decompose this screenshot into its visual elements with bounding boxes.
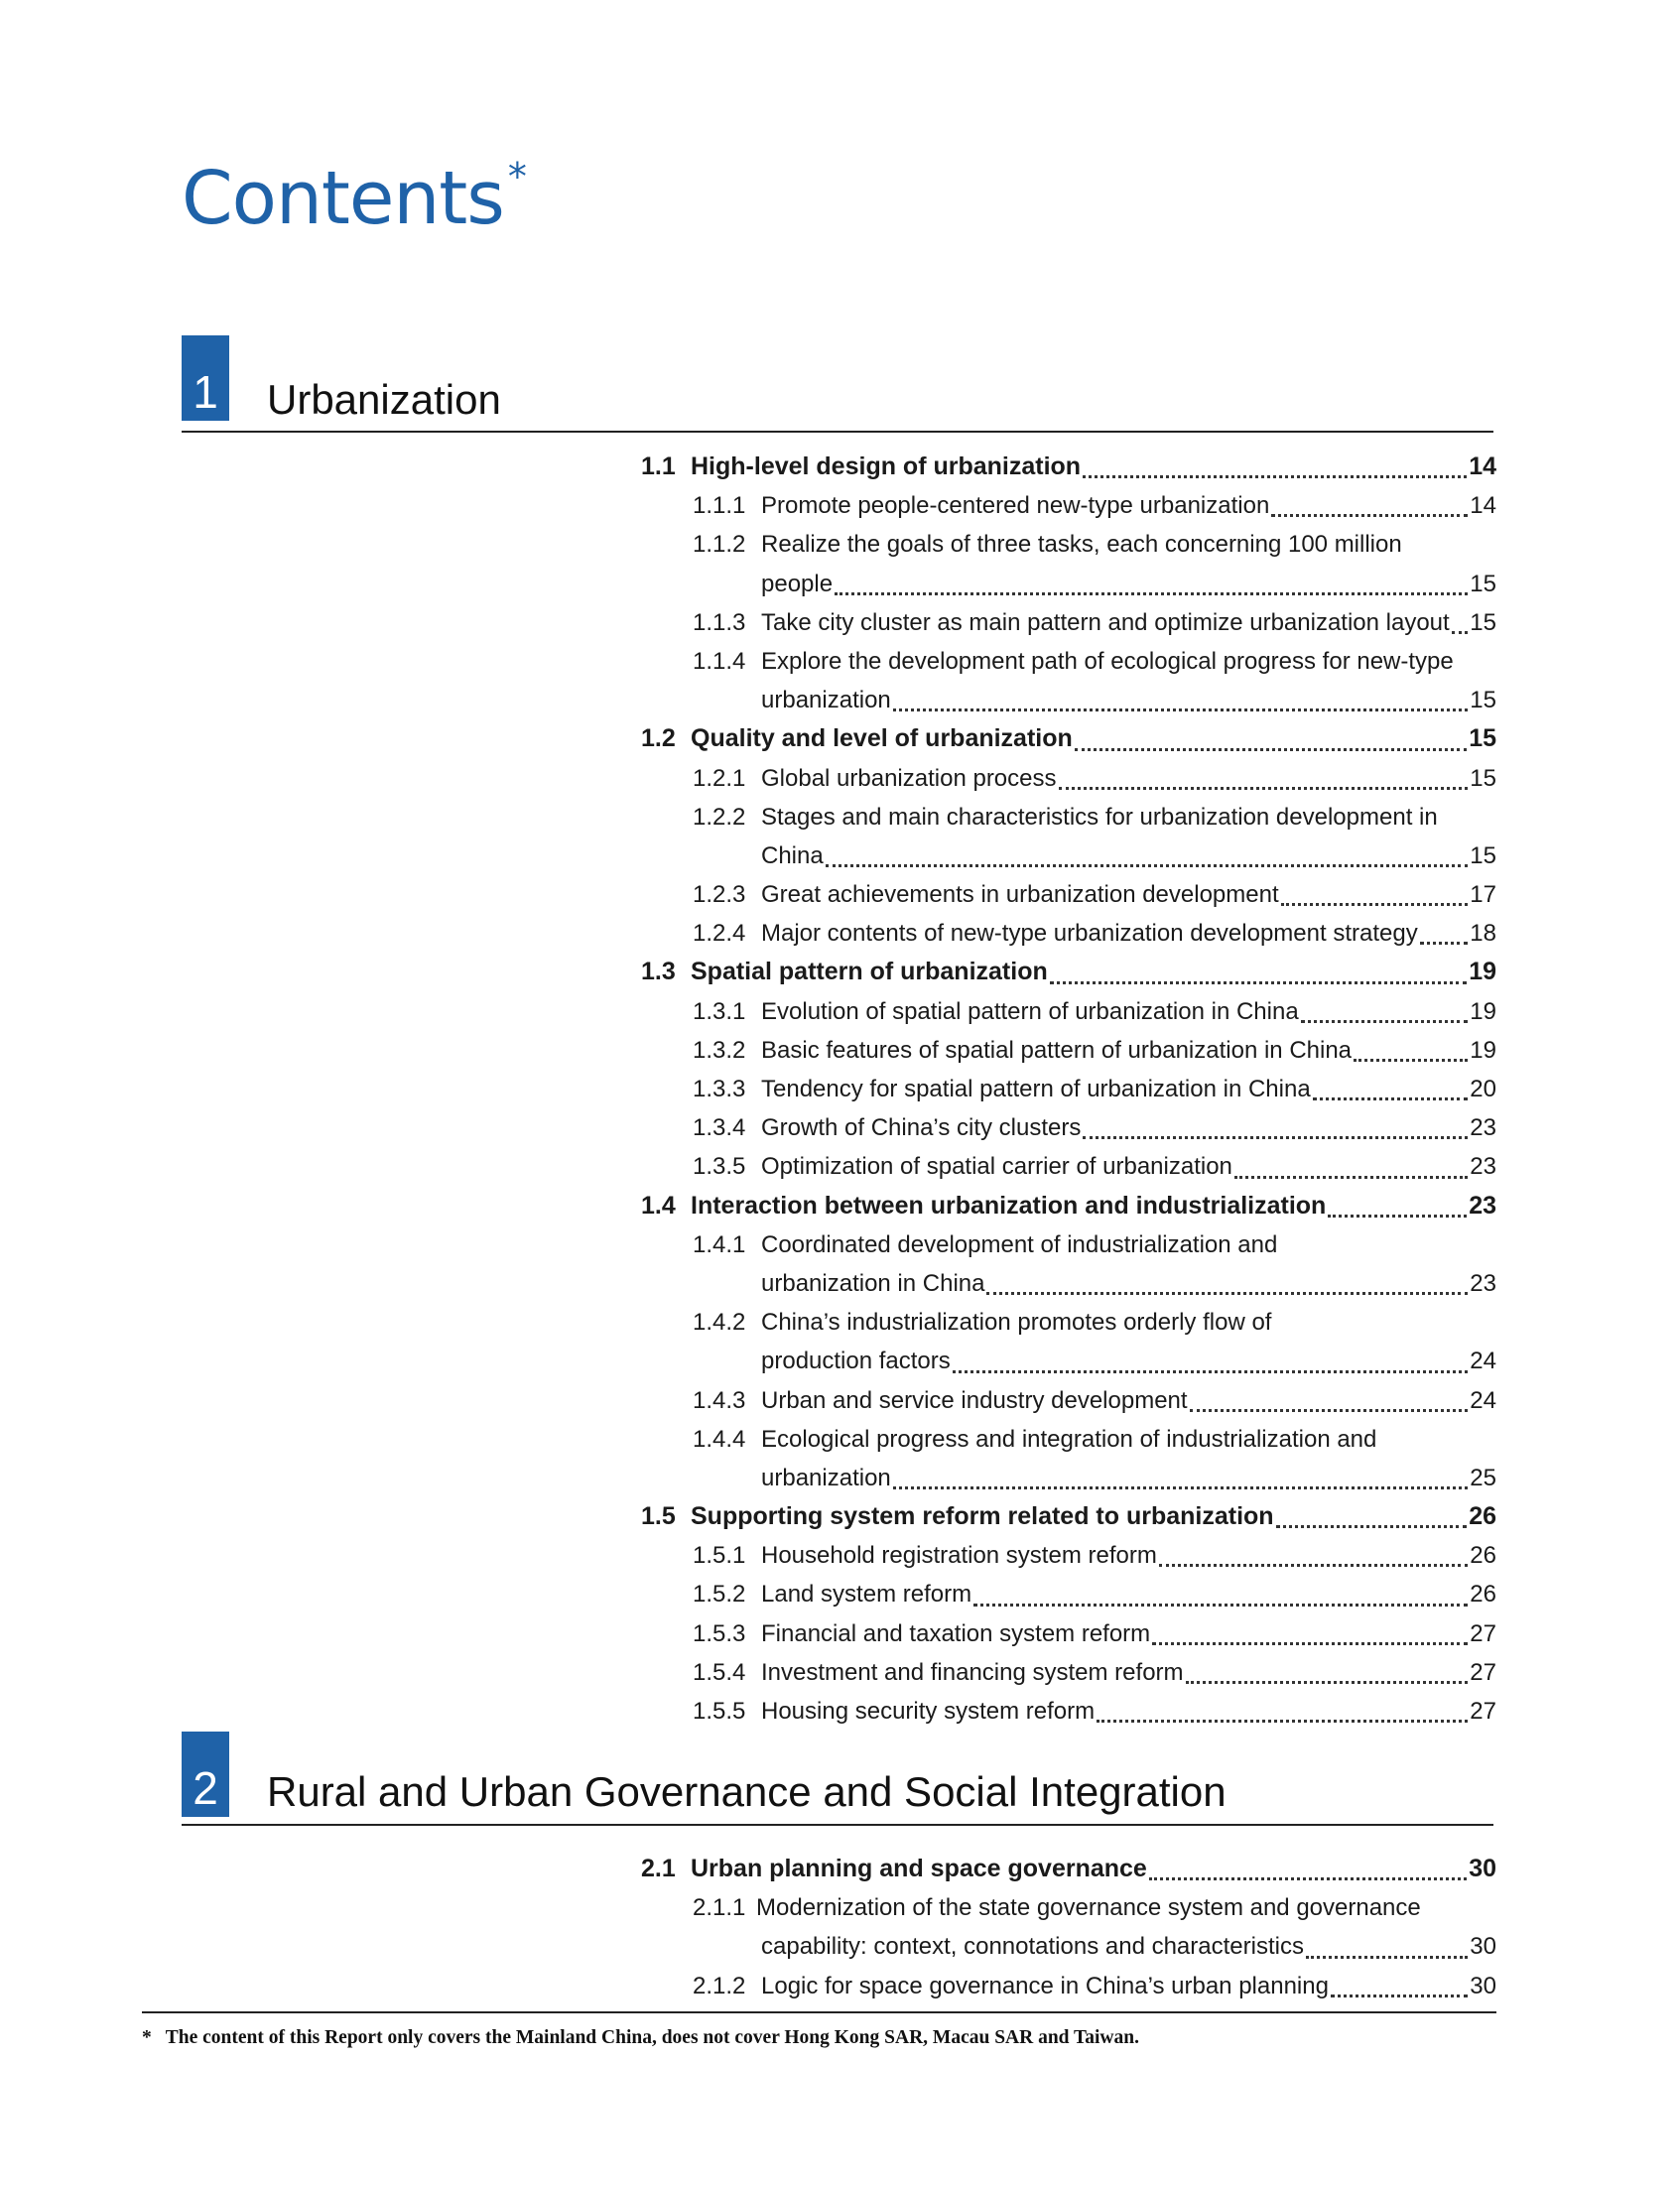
toc-entry-number: 1.4.3 (693, 1386, 746, 1414)
toc-entry-leader-line (691, 1497, 1496, 1536)
chapter-rule (182, 431, 1493, 433)
toc-entry-number: 1.3.2 (693, 1036, 746, 1064)
chapter-number-box: 2 (182, 1732, 229, 1817)
toc-entry-title: Promote people-centered new-type urbanization (761, 492, 1270, 520)
toc-section-entry[interactable] (641, 719, 1496, 758)
toc-entry-title: China’s industrialization promotes orderly flow of (761, 1309, 1272, 1337)
toc-entry-leader-line (761, 1108, 1496, 1147)
toc-entry-page-number: 27 (1470, 1698, 1496, 1725)
toc-entry-title: Great achievements in urbanization development (761, 881, 1279, 909)
toc-entry-leader-line (761, 603, 1496, 642)
toc-entry-leader-line (761, 1575, 1496, 1613)
toc-entry-leader-line (761, 1070, 1496, 1108)
toc-entry-title: Land system reform (761, 1581, 972, 1609)
toc-subsection-entry[interactable] (641, 603, 1496, 642)
toc-subsection-entry[interactable] (641, 1303, 1496, 1342)
toc-entry-title: Stages and main characteristics for urbanization development in (761, 803, 1438, 831)
dot-leader (826, 864, 1469, 867)
toc-entry-title: Investment and financing system reform (761, 1658, 1184, 1686)
toc-entry-title: Major contents of new-type urbanization development strategy (761, 920, 1418, 948)
chapter-number-box: 1 (182, 335, 229, 421)
toc-section-entry[interactable] (641, 1497, 1496, 1536)
toc-entry-title: Growth of China’s city clusters (761, 1114, 1082, 1142)
toc-entry-title: Evolution of spatial pattern of urbanization in China (761, 997, 1299, 1025)
toc-entry-title: High-level design of urbanization (691, 452, 1082, 480)
toc-entry-number: 1.3.5 (693, 1153, 746, 1181)
toc-entry-page-number: 15 (1470, 764, 1496, 792)
toc-entry-leader-line (761, 525, 1402, 564)
page-title (182, 155, 526, 241)
dot-leader (1186, 1681, 1469, 1684)
toc-subsection-entry[interactable] (641, 875, 1496, 914)
chapter-1-entries (641, 448, 1496, 1731)
toc-entry-continuation[interactable] (641, 1342, 1496, 1380)
toc-entry-page-number: 18 (1470, 920, 1496, 948)
toc-entry-page-number: 15 (1470, 841, 1496, 869)
toc-entry-leader-line (761, 1342, 1496, 1380)
dot-leader (986, 1292, 1468, 1295)
toc-subsection-entry[interactable] (641, 992, 1496, 1031)
toc-entry-page-number: 23 (1470, 1114, 1496, 1142)
toc-entry-leader-line (761, 681, 1496, 719)
toc-entry-leader-line (761, 1420, 1376, 1459)
toc-entry-number: 1.2 (641, 724, 676, 753)
toc-entry-title: capability: context, connotations and characteristics (761, 1933, 1304, 1961)
toc-entry-page-number: 26 (1470, 1581, 1496, 1609)
toc-entry-number: 1.3.3 (693, 1076, 746, 1102)
toc-entry-page-number: 19 (1470, 997, 1496, 1025)
toc-entry-leader-line (761, 914, 1496, 953)
toc-entry-title: urbanization (761, 1464, 891, 1491)
toc-section-entry[interactable] (641, 1850, 1496, 1888)
toc-entry-title: Realize the goals of three tasks, each concerning 100 million (761, 531, 1402, 559)
toc-subsection-entry[interactable] (641, 1225, 1496, 1264)
dot-leader (893, 1486, 1469, 1489)
dot-leader (1083, 475, 1467, 478)
dot-leader (1097, 1720, 1468, 1723)
toc-entry-page-number: 20 (1470, 1076, 1496, 1102)
toc-entry-number: 1.5 (641, 1502, 676, 1531)
footnote-text: The content of this Report only covers the Mainland China, does not cover Hong Kong SAR, Macau SAR and Taiwan. (165, 2027, 1139, 2048)
toc-entry-page-number: 26 (1469, 1502, 1496, 1531)
toc-entry-leader-line (761, 1225, 1277, 1264)
toc-entry-page-number: 14 (1470, 492, 1496, 520)
toc-entry-title: Interaction between urbanization and industrialization (691, 1191, 1327, 1220)
toc-subsection-entry[interactable] (641, 1888, 1496, 1927)
dot-leader (1159, 1564, 1468, 1567)
toc-entry-page-number: 25 (1470, 1464, 1496, 1491)
toc-subsection-entry[interactable] (641, 642, 1496, 681)
toc-entry-page-number: 30 (1470, 1933, 1496, 1961)
title-footnote-mark: * (507, 155, 526, 199)
toc-entry-title: China (761, 841, 824, 869)
toc-entry-leader-line (691, 1187, 1496, 1225)
toc-entry-leader-line (691, 719, 1496, 758)
toc-entry-number: 1.5.3 (693, 1619, 746, 1647)
toc-entry-page-number: 15 (1469, 724, 1496, 753)
toc-entry-leader-line (761, 565, 1496, 603)
toc-entry-leader-line (761, 1381, 1496, 1420)
toc-entry-page-number: 17 (1470, 881, 1496, 909)
toc-entry-page-number: 14 (1469, 452, 1496, 480)
footnote-rule (142, 2011, 1496, 2013)
dot-leader (1234, 1176, 1468, 1179)
toc-entry-page-number: 15 (1470, 608, 1496, 636)
toc-subsection-entry[interactable] (641, 1108, 1496, 1147)
chapter-title: Urbanization (267, 376, 501, 423)
chapter-2-entries (641, 1850, 1496, 2005)
toc-entry-continuation[interactable] (641, 1927, 1496, 1966)
toc-entry-title: Spatial pattern of urbanization (691, 958, 1048, 986)
toc-entry-page-number: 19 (1470, 1036, 1496, 1064)
toc-entry-number: 1.5.5 (693, 1698, 746, 1725)
toc-entry-title: urbanization in China (761, 1269, 985, 1297)
toc-entry-continuation[interactable] (641, 1459, 1496, 1497)
toc-entry-title: Logic for space governance in China’s urban planning (761, 1972, 1329, 1999)
toc-subsection-entry[interactable] (641, 1031, 1496, 1070)
dot-leader (1050, 981, 1467, 984)
toc-entry-page-number: 15 (1470, 687, 1496, 714)
toc-entry-title: Coordinated development of industrialization and (761, 1230, 1278, 1258)
toc-subsection-entry[interactable] (641, 1420, 1496, 1459)
dot-leader (1331, 1995, 1468, 1997)
dot-leader (1083, 1136, 1468, 1139)
dot-leader (1059, 787, 1469, 790)
toc-subsection-entry[interactable] (641, 1653, 1496, 1692)
dot-leader (1075, 748, 1467, 751)
toc-entry-page-number: 19 (1469, 958, 1496, 986)
toc-entry-page-number: 24 (1470, 1386, 1496, 1414)
toc-subsection-entry[interactable] (641, 1147, 1496, 1186)
toc-entry-number: 1.3 (641, 958, 676, 986)
toc-entry-leader-line (761, 642, 1454, 681)
toc-section-entry[interactable] (641, 448, 1496, 486)
toc-entry-leader-line (761, 798, 1438, 837)
toc-entry-number: 1.2.3 (693, 881, 746, 909)
toc-entry-title: people (761, 570, 834, 597)
toc-entry-page-number: 23 (1470, 1269, 1496, 1297)
toc-entry-number: 1.2.2 (693, 803, 746, 831)
dot-leader (1313, 1097, 1469, 1100)
toc-subsection-entry[interactable] (641, 759, 1496, 798)
toc-entry-title: Ecological progress and integration of industrialization and (761, 1425, 1377, 1453)
toc-section-entry[interactable] (641, 953, 1496, 991)
toc-subsection-entry[interactable] (641, 914, 1496, 953)
toc-entry-number: 1.4 (641, 1191, 676, 1220)
toc-entry-leader-line (761, 759, 1496, 798)
footnote (142, 2027, 1139, 2049)
toc-entry-title: Explore the development path of ecological progress for new-type (761, 647, 1454, 675)
dot-leader (1276, 1525, 1468, 1528)
toc-entry-title: Housing security system reform (761, 1698, 1096, 1725)
toc-entry-page-number: 26 (1470, 1542, 1496, 1570)
toc-entry-leader-line (761, 1031, 1496, 1070)
dot-leader (1452, 631, 1469, 634)
toc-entry-leader-line (761, 1264, 1496, 1303)
toc-entry-number: 1.1 (641, 452, 676, 480)
toc-entry-number: 1.1.2 (693, 531, 746, 559)
dot-leader (973, 1604, 1468, 1607)
toc-entry-number: 1.1.4 (693, 647, 746, 675)
toc-entry-number: 1.1.1 (693, 492, 746, 520)
toc-entry-leader-line (691, 953, 1496, 991)
toc-subsection-entry[interactable] (641, 525, 1496, 564)
dot-leader (1271, 514, 1468, 517)
toc-entry-number: 1.5.2 (693, 1581, 746, 1609)
toc-entry-title: Quality and level of urbanization (691, 724, 1073, 753)
toc-subsection-entry[interactable] (641, 1692, 1496, 1731)
toc-entry-page-number: 27 (1470, 1658, 1496, 1686)
toc-entry-number: 1.4.2 (693, 1309, 746, 1337)
toc-section-entry[interactable] (641, 1187, 1496, 1225)
toc-entry-title: Tendency for spatial pattern of urbanization in China (761, 1076, 1311, 1102)
title-text: Contents (182, 156, 504, 241)
toc-entry-page-number: 27 (1470, 1619, 1496, 1647)
toc-entry-number: 1.4.1 (693, 1230, 746, 1258)
toc-entry-title: Supporting system reform related to urbanization (691, 1502, 1274, 1531)
toc-subsection-entry[interactable] (641, 798, 1496, 837)
toc-entry-number: 2.1.2 (693, 1972, 746, 1999)
toc-entry-number: 1.5.4 (693, 1658, 746, 1686)
toc-subsection-entry[interactable] (641, 1381, 1496, 1420)
toc-subsection-entry[interactable] (641, 1536, 1496, 1575)
toc-entry-number: 1.4.4 (693, 1425, 746, 1453)
toc-entry-leader-line (691, 448, 1496, 486)
toc-entry-leader-line (761, 1653, 1496, 1692)
toc-entry-leader-line (761, 1536, 1496, 1575)
toc-entry-page-number: 23 (1470, 1153, 1496, 1181)
toc-subsection-entry[interactable] (641, 1967, 1496, 2005)
toc-subsection-entry[interactable] (641, 1575, 1496, 1613)
toc-entry-title: Global urbanization process (761, 764, 1057, 792)
toc-entry-leader-line (761, 875, 1496, 914)
toc-entry-leader-line (761, 837, 1496, 875)
toc-entry-continuation[interactable] (641, 565, 1496, 603)
dot-leader (1354, 1059, 1468, 1062)
toc-entry-page-number: 15 (1470, 570, 1496, 597)
dot-leader (1149, 1877, 1467, 1880)
toc-subsection-entry[interactable] (641, 1070, 1496, 1108)
toc-entry-title: Household registration system reform (761, 1542, 1157, 1570)
toc-entry-leader-line (761, 1614, 1496, 1653)
toc-entry-continuation[interactable] (641, 681, 1496, 719)
toc-entry-page-number: 30 (1470, 1972, 1496, 1999)
dot-leader (1301, 1020, 1469, 1023)
toc-entry-title: Urban and service industry development (761, 1386, 1188, 1414)
toc-entry-leader-line (756, 1888, 1421, 1927)
toc-entry-page-number: 30 (1469, 1855, 1496, 1882)
toc-subsection-entry[interactable] (641, 1614, 1496, 1653)
toc-entry-title: Urban planning and space governance (691, 1855, 1147, 1882)
chapter-rule (182, 1824, 1493, 1826)
toc-entry-number: 2.1 (641, 1855, 676, 1882)
dot-leader (1420, 942, 1469, 945)
dot-leader (953, 1370, 1469, 1373)
toc-entry-leader-line (761, 992, 1496, 1031)
dot-leader (893, 708, 1469, 711)
toc-entry-number: 1.3.1 (693, 997, 746, 1025)
dot-leader (1306, 1956, 1468, 1959)
toc-entry-leader-line (761, 1692, 1496, 1731)
toc-entry-leader-line (691, 1850, 1496, 1888)
toc-entry-title: Optimization of spatial carrier of urbanization (761, 1153, 1232, 1181)
toc-entry-title: Modernization of the state governance system and governance (756, 1894, 1421, 1922)
toc-entry-leader-line (761, 1147, 1496, 1186)
dot-leader (1152, 1642, 1468, 1645)
toc-entry-title: Basic features of spatial pattern of urbanization in China (761, 1036, 1353, 1064)
dot-leader (1190, 1409, 1469, 1412)
chapter-title: Rural and Urban Governance and Social Integration (267, 1768, 1227, 1815)
toc-entry-number: 1.2.4 (693, 920, 746, 948)
toc-subsection-entry[interactable] (641, 486, 1496, 525)
toc-entry-leader-line (761, 1459, 1496, 1497)
toc-entry-page-number: 23 (1469, 1191, 1496, 1220)
toc-entry-leader-line (761, 1927, 1496, 1966)
dot-leader (1281, 903, 1469, 906)
toc-entry-continuation[interactable] (641, 837, 1496, 875)
toc-entry-number: 1.2.1 (693, 764, 746, 792)
toc-entry-page-number: 24 (1470, 1348, 1496, 1375)
footnote-mark: * (142, 2027, 152, 2048)
toc-entry-continuation[interactable] (641, 1264, 1496, 1303)
toc-entry-number: 1.5.1 (693, 1542, 746, 1570)
toc-entry-title: urbanization (761, 687, 891, 714)
toc-entry-leader-line (761, 1967, 1496, 2005)
toc-entry-leader-line (761, 486, 1496, 525)
dot-leader (1328, 1215, 1467, 1218)
toc-entry-number: 1.1.3 (693, 608, 746, 636)
toc-entry-leader-line (761, 1303, 1271, 1342)
dot-leader (835, 592, 1468, 595)
toc-entry-title: Financial and taxation system reform (761, 1619, 1151, 1647)
toc-entry-title: Take city cluster as main pattern and optimize urbanization layout (761, 608, 1450, 636)
toc-entry-number: 1.3.4 (693, 1114, 746, 1142)
toc-entry-title: production factors (761, 1348, 951, 1375)
toc-entry-number: 2.1.1 (693, 1894, 746, 1922)
